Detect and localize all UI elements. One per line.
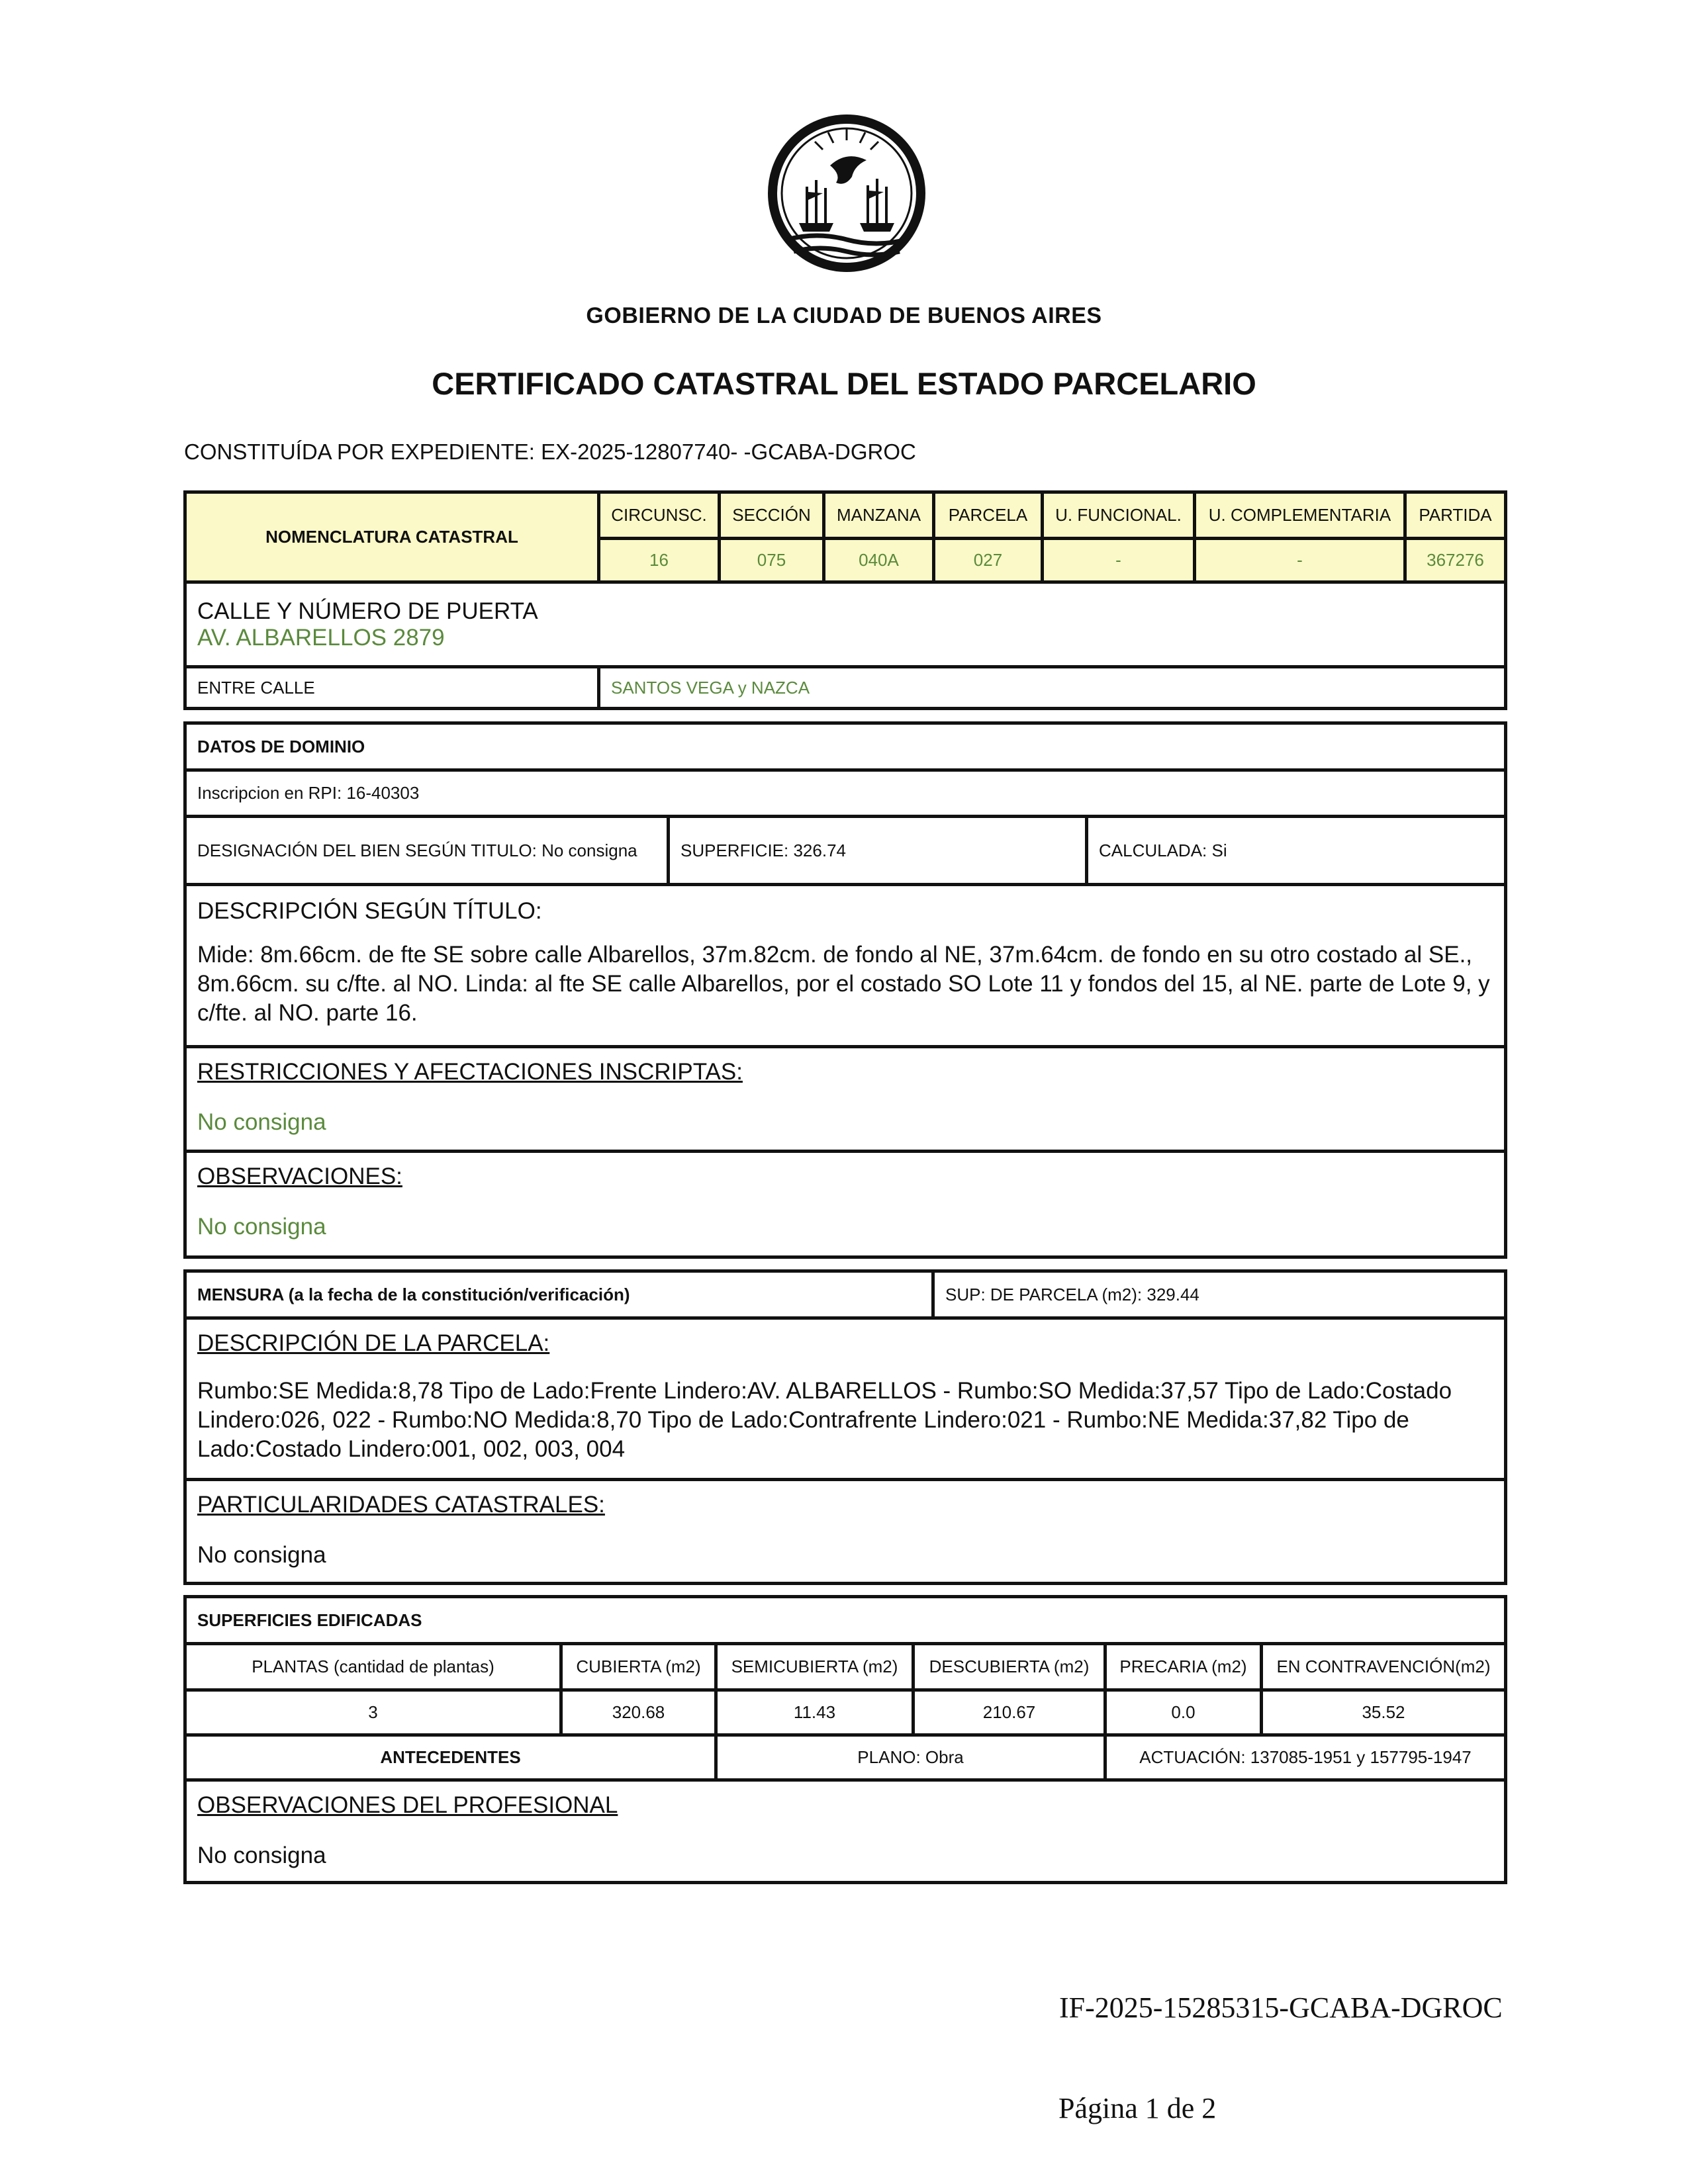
- antecedentes-label: ANTECEDENTES: [380, 1747, 521, 1767]
- sup-header: PRECARIA (m2): [1103, 1645, 1260, 1688]
- observaciones-label: OBSERVACIONES:: [197, 1163, 402, 1189]
- sup-parcela: SUP: DE PARCELA (m2): 329.44: [931, 1273, 1504, 1316]
- calle-value: AV. ALBARELLOS 2879: [197, 624, 445, 651]
- sup-header: EN CONTRAVENCIÓN(m2): [1260, 1645, 1504, 1688]
- document-id: IF-2025-15285315-GCABA-DGROC: [1059, 1991, 1503, 2024]
- nom-col-circunsc: [597, 494, 718, 580]
- restricciones-value: No consigna: [197, 1109, 326, 1135]
- nom-header: PARCELA: [935, 494, 1041, 540]
- calculada: CALCULADA: Si: [1085, 818, 1504, 883]
- sup-value: 210.67: [912, 1692, 1103, 1733]
- dominio-title: DATOS DE DOMINIO: [197, 736, 365, 756]
- descripcion-parcela-text: Rumbo:SE Medida:8,78 Tipo de Lado:Frente Lindero:AV. ALBARELLOS - Rumbo:SO Medida:37,57 Tipo de Lado:Costado Lindero:026, 022 - Rumbo:NO Medida:8,70 Tipo de Lado:Contrafrente Lindero:021 - Rumbo:NE Medida:37,82 Tipo de Lado:Costado Lindero:001, 002, 003, 004: [197, 1378, 1452, 1462]
- actuacion: ACTUACIÓN: 137085-1951 y 157795-1947: [1103, 1737, 1504, 1778]
- nom-col-manzana: [822, 494, 932, 580]
- certificate-title: CERTIFICADO CATASTRAL DEL ESTADO PARCELARIO: [432, 366, 1256, 401]
- superficies-value-row: [187, 1688, 1504, 1733]
- nom-value: 040A: [859, 550, 899, 570]
- particularidades-label: PARTICULARIDADES CATASTRALES:: [197, 1492, 605, 1518]
- nom-value: 16: [649, 550, 669, 570]
- sup-value: 11.43: [714, 1692, 912, 1733]
- sup-value: 0.0: [1103, 1692, 1260, 1733]
- nom-col-u-funcional: [1041, 494, 1193, 580]
- nomenclatura-label: NOMENCLATURA CATASTRAL: [265, 527, 518, 547]
- sup-value: 3: [368, 1702, 378, 1722]
- city-seal-emblem: [767, 114, 926, 273]
- nom-header: SECCIÓN: [721, 494, 822, 540]
- observaciones-value: No consigna: [197, 1214, 326, 1240]
- descripcion-titulo-label: DESCRIPCIÓN SEGÚN TÍTULO:: [197, 898, 542, 924]
- nom-header: CIRCUNSC.: [600, 494, 718, 540]
- designacion-bien: DESIGNACIÓN DEL BIEN SEGÚN TITULO: No consigna: [197, 841, 637, 860]
- superficies-block: [183, 1595, 1507, 1884]
- descripcion-parcela-label: DESCRIPCIÓN DE LA PARCELA:: [197, 1330, 550, 1356]
- nom-header: U. COMPLEMENTARIA: [1196, 494, 1403, 540]
- mensura-title: MENSURA (a la fecha de la constitución/verificación): [197, 1284, 630, 1304]
- obs-profesional-label: OBSERVACIONES DEL PROFESIONAL: [197, 1792, 618, 1818]
- nom-value: -: [1115, 550, 1121, 570]
- sup-value: 320.68: [559, 1692, 714, 1733]
- nom-header: PARTIDA: [1407, 494, 1504, 540]
- entre-calle-value: SANTOS VEGA y NAZCA: [597, 668, 1504, 707]
- dominio-block: [183, 721, 1507, 1259]
- sup-header: DESCUBIERTA (m2): [912, 1645, 1103, 1688]
- superficie-titulo: SUPERFICIE: 326.74: [667, 818, 1085, 883]
- sup-header: CUBIERTA (m2): [559, 1645, 714, 1688]
- nom-header: MANZANA: [825, 494, 932, 540]
- plano: PLANO: Obra: [714, 1737, 1103, 1778]
- mensura-block: [183, 1269, 1507, 1585]
- restricciones-label: RESTRICCIONES Y AFECTACIONES INSCRIPTAS:: [197, 1059, 743, 1085]
- descripcion-titulo-text: Mide: 8m.66cm. de fte SE sobre calle Albarellos, 37m.82cm. de fondo al NE, 37m.64cm. de fondo en su otro costado al SE., 8m.66cm. su c/fte. al NO. Linda: al fte SE calle Albarellos, por el costado SO Lote 11 y fondos del 15, al NE. parte de Lote 9, y c/fte. al NO. parte 16.: [197, 942, 1490, 1026]
- sup-header: SEMICUBIERTA (m2): [714, 1645, 912, 1688]
- sup-header: PLANTAS (cantidad de plantas): [252, 1657, 494, 1676]
- calle-label: CALLE Y NÚMERO DE PUERTA: [197, 598, 538, 624]
- nom-header: U. FUNCIONAL.: [1044, 494, 1193, 540]
- nom-value: 075: [757, 550, 786, 570]
- direccion-block: [183, 580, 1507, 710]
- inscripcion-rpi: Inscripcion en RPI: 16-40303: [197, 783, 420, 803]
- sup-value: 35.52: [1260, 1692, 1504, 1733]
- nom-value: 367276: [1427, 550, 1484, 570]
- expediente-line: CONSTITUÍDA POR EXPEDIENTE: EX-2025-12807740- -GCABA-DGROC: [184, 439, 916, 464]
- nom-col-parcela: [932, 494, 1041, 580]
- superficies-title: SUPERFICIES EDIFICADAS: [197, 1610, 422, 1630]
- nom-value: 027: [973, 550, 1003, 570]
- superficies-header-row: [187, 1642, 1504, 1688]
- obs-profesional-value: No consigna: [197, 1843, 326, 1868]
- particularidades-value: No consigna: [197, 1542, 326, 1568]
- entre-calle-label: ENTRE CALLE: [197, 677, 315, 698]
- nomenclatura-table: [183, 490, 1507, 584]
- nom-col-u-complementaria: [1193, 494, 1403, 580]
- page-number: Página 1 de 2: [1058, 2092, 1217, 2124]
- nom-col-partida: [1403, 494, 1504, 580]
- nom-col-seccion: [718, 494, 822, 580]
- government-heading: GOBIERNO DE LA CIUDAD DE BUENOS AIRES: [586, 303, 1102, 328]
- nom-value: -: [1297, 550, 1303, 570]
